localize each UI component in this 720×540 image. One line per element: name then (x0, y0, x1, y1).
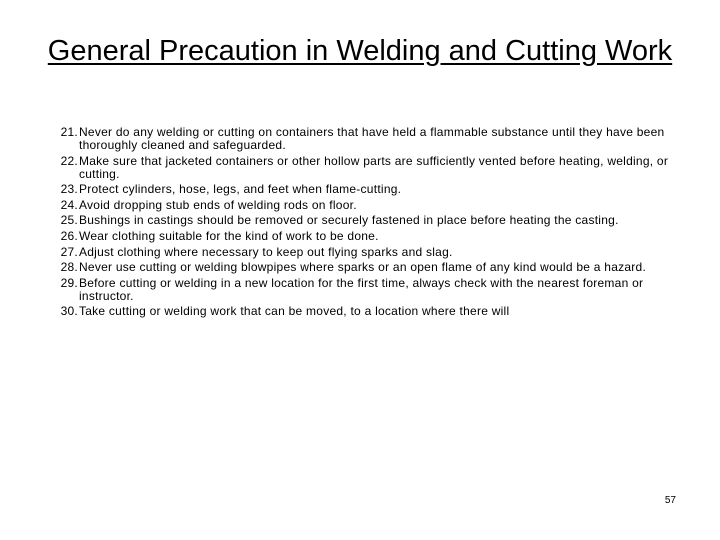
item-text: Protect cylinders, hose, legs, and feet when flame-cutting. (79, 182, 402, 197)
item-text: Never use cutting or welding blowpipes where sparks or an open flame of any kind would be a hazard. (79, 260, 647, 275)
list-item (40, 305, 690, 318)
item-number: 21. (60, 125, 78, 139)
item-number: 22. (60, 153, 78, 168)
item-text: Avoid dropping stub ends of welding rods on floor. (79, 197, 357, 212)
item-text: Take cutting or welding work that can be moved, to a location where there will (79, 304, 510, 319)
item-number: 26. (60, 228, 78, 243)
item-number: 28. (60, 260, 78, 275)
item-text: Bushings in castings should be removed or securely fastened in place before heating the casting. (79, 213, 619, 228)
item-number: 23. (60, 182, 78, 197)
item-number: 30. (60, 304, 78, 319)
list-item (40, 261, 690, 274)
item-text: Adjust clothing where necessary to keep out flying sparks and slag. (79, 244, 453, 259)
list-item (40, 126, 690, 152)
list-item (40, 246, 690, 259)
item-number: 25. (60, 213, 78, 228)
item-text: Wear clothing suitable for the kind of work to be done. (79, 228, 379, 243)
list-item (40, 199, 690, 212)
slide-title: General Precaution in Welding and Cutting Work (47, 35, 673, 67)
list-item (40, 277, 690, 303)
precaution-list (40, 126, 690, 321)
list-item (40, 183, 690, 196)
page-number: 57 (664, 495, 676, 506)
item-text: Before cutting or welding in a new location for the first time, always check with the nearest foreman or instructor. (79, 275, 644, 303)
item-number: 27. (60, 244, 78, 259)
item-number: 24. (60, 197, 78, 212)
list-item (40, 230, 690, 243)
item-text: Never do any welding or cutting on containers that have held a flammable substance until they have been thoroughly cleaned and safeguarded. (79, 125, 665, 152)
list-item (40, 155, 690, 181)
item-text: Make sure that jacketed containers or other hollow parts are sufficiently vented before heating, welding, or cutting. (79, 153, 669, 181)
list-item (40, 214, 690, 227)
item-number: 29. (60, 275, 78, 290)
